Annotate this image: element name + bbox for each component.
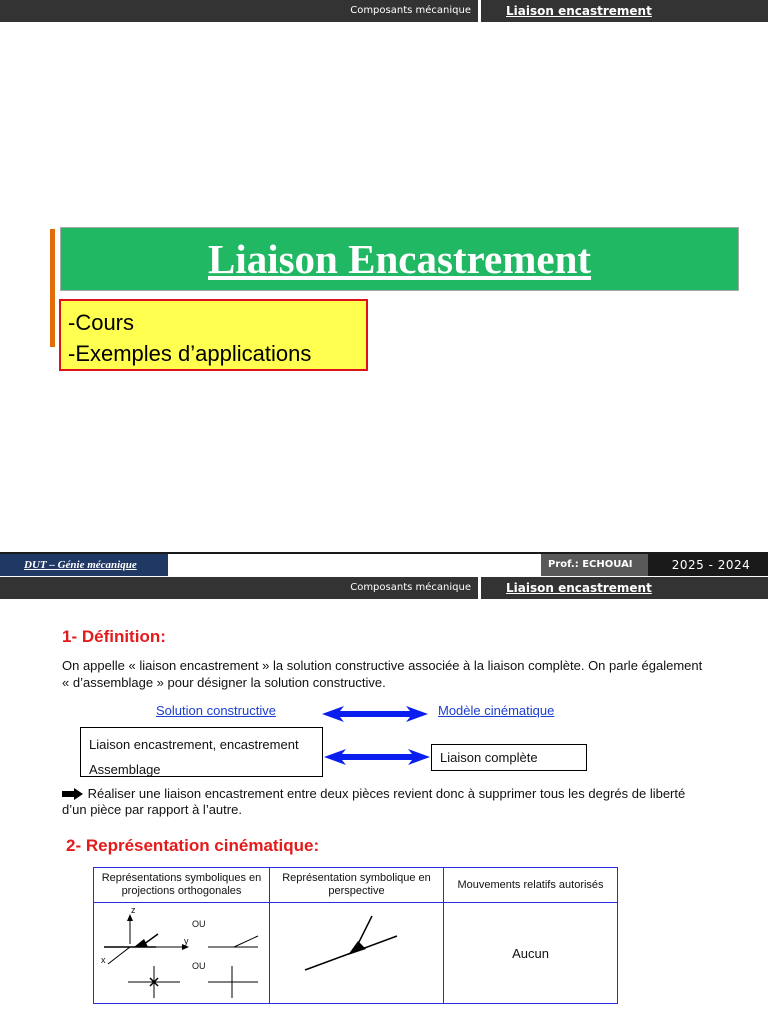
definition-text: On appelle « liaison encastrement » la solution constructive associée à la liaison complète. On parle également « d’assemblage » pour désigner la solution constructive. — [62, 658, 703, 690]
header-chapter: Liaison encastrement — [506, 4, 652, 18]
perspective-symbol-drawing — [270, 904, 442, 1002]
double-arrow-bottom-icon — [324, 747, 430, 767]
solution-box — [80, 727, 323, 777]
contents-box — [59, 299, 368, 371]
accent-bar — [50, 229, 55, 347]
footer-author: Prof.: ECHOUAI — [541, 554, 648, 576]
projection-symbols-drawing — [96, 904, 268, 1002]
black-arrow-icon — [62, 788, 84, 800]
note-text: Réaliser une liaison encastrement entre deux pièces revient donc à supprimer tous les degrés de liberté d’un pièce par rapport à l’autre. — [62, 786, 686, 817]
header-divider — [478, 0, 481, 22]
footer-bar — [0, 552, 768, 576]
solution-line-2: Assemblage — [89, 762, 161, 777]
solution-constructive-link: Solution constructive — [156, 703, 276, 718]
axis-x-label: x — [101, 955, 106, 965]
modele-cinematique-link: Modèle cinématique — [438, 703, 555, 718]
header-bar-2 — [0, 577, 768, 599]
representation-heading: 2- Représentation cinématique: — [66, 836, 320, 855]
ou-label-1: OU — [192, 919, 206, 929]
definition-heading: 1- Définition: — [62, 627, 166, 646]
footer-program: DUT – Génie mécanique — [0, 554, 168, 576]
table-header-mouvements: Mouvements relatifs autorisés — [444, 868, 618, 903]
page-title: Liaison Encastrement — [207, 236, 592, 282]
header-divider-2 — [478, 577, 481, 599]
footer-blank — [168, 554, 541, 576]
ou-label-2: OU — [192, 961, 206, 971]
table-header-projections: Représentations symboliques en projections orthogonales — [94, 868, 270, 903]
title-banner — [60, 227, 739, 291]
solution-line-1: Liaison encastrement, encastrement — [89, 737, 299, 752]
contents-item-exemples: -Exemples d’applications — [68, 341, 312, 366]
axis-y-label: y — [184, 936, 189, 946]
note-paragraph — [62, 786, 712, 818]
double-arrow-top-icon — [322, 704, 428, 724]
model-box: Liaison complète — [431, 744, 587, 771]
table-header-perspective: Représentation symbolique en perspective — [270, 868, 444, 903]
movements-cell: Aucun — [444, 903, 618, 1004]
footer-year: 2025 - 2024 — [654, 554, 768, 576]
axis-z-label: z — [131, 905, 136, 915]
header-section-2: Composants mécanique — [350, 582, 471, 593]
header-section: Composants mécanique — [350, 5, 471, 16]
header-bar — [0, 0, 768, 22]
header-chapter-2: Liaison encastrement — [506, 581, 652, 595]
contents-item-cours: -Cours — [68, 310, 135, 335]
